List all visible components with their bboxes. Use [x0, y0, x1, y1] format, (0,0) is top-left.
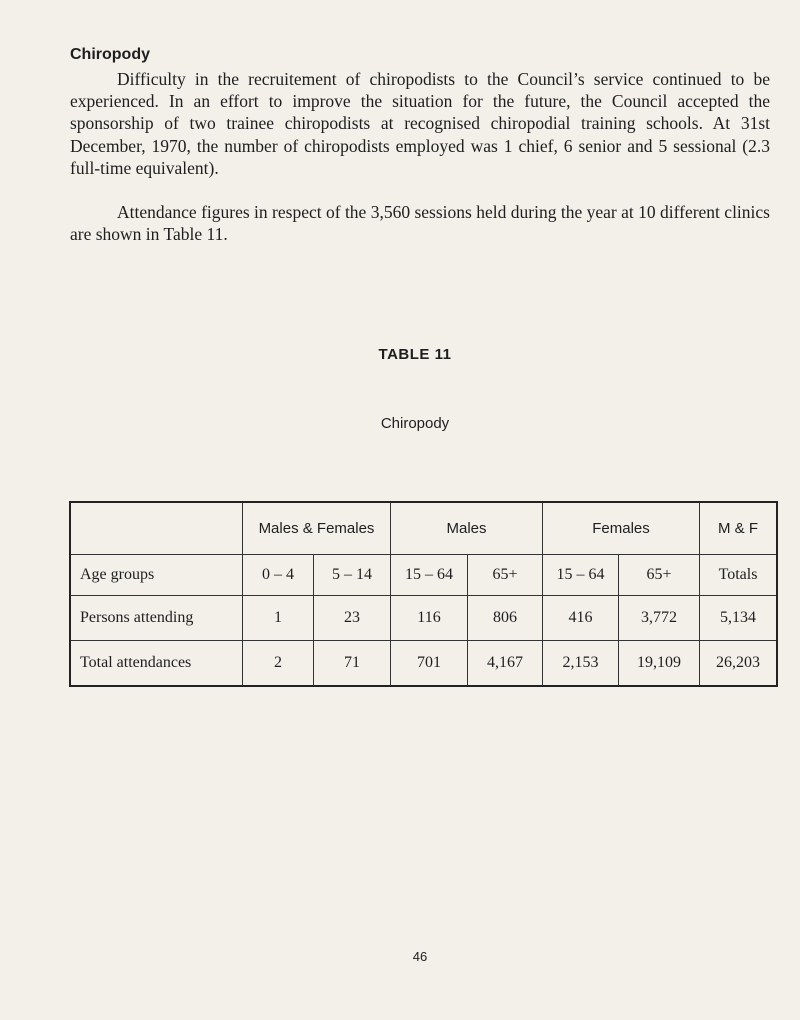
row-label: Persons attending [70, 596, 243, 641]
row-label: Total attendances [70, 641, 243, 687]
row-label: Age groups [70, 555, 243, 596]
chiropody-table [69, 501, 778, 687]
header-cell-empty [70, 502, 243, 555]
header-cell-females: Females [543, 502, 700, 555]
table-cell: 0 – 4 [243, 555, 314, 596]
table-cell: 5,134 [700, 596, 778, 641]
table-cell: 65+ [468, 555, 543, 596]
table-cell: Totals [700, 555, 778, 596]
table-cell: 19,109 [619, 641, 700, 687]
table-cell: 2 [243, 641, 314, 687]
header-cell-males: Males [391, 502, 543, 555]
page-number: 46 [412, 949, 428, 964]
table-cell: 701 [391, 641, 468, 687]
table-cell: 23 [314, 596, 391, 641]
table-cell: 65+ [619, 555, 700, 596]
table-cell: 71 [314, 641, 391, 687]
table-cell: 4,167 [468, 641, 543, 687]
table-header-row [70, 502, 777, 555]
table-cell: 2,153 [543, 641, 619, 687]
table-cell: 416 [543, 596, 619, 641]
header-cell-m-and-f: M & F [700, 502, 778, 555]
paragraph-attendance: Attendance figures in respect of the 3,560 sessions held during the year at 10 different clinics are shown in Table 11. [70, 202, 770, 245]
table-cell: 116 [391, 596, 468, 641]
header-cell-males-females: Males & Females [243, 502, 391, 555]
table-title: TABLE 11 [378, 346, 452, 363]
section-heading: Chiropody [70, 46, 150, 63]
table-row-total-attendances [70, 641, 777, 687]
table-cell: 3,772 [619, 596, 700, 641]
table-cell: 1 [243, 596, 314, 641]
table-row-age-groups [70, 555, 777, 596]
table-cell: 15 – 64 [543, 555, 619, 596]
table-row-persons-attending [70, 596, 777, 641]
paragraph-recruitment: Difficulty in the recruitement of chiropodists to the Council’s service continued to be experienced. In an effort to improve the situation for the future, the Council accepted the sponsorship of two trainee chiropodists at recognised chiropodial training schools. At 31st December, 1970, the number of chiropodists employed was 1 chief, 6 senior and 5 sessional (2.3 full-time equivalent). [70, 69, 770, 178]
table-cell: 26,203 [700, 641, 778, 687]
table-subtitle: Chiropody [380, 415, 450, 432]
table-cell: 15 – 64 [391, 555, 468, 596]
table-cell: 5 – 14 [314, 555, 391, 596]
table-cell: 806 [468, 596, 543, 641]
